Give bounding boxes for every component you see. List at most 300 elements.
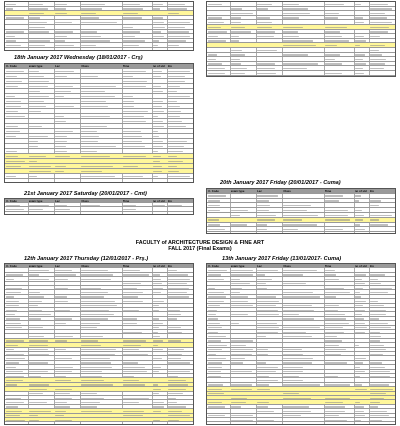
table-cell-text — [153, 151, 158, 152]
table-cell-text — [231, 406, 241, 407]
table-cell-text — [325, 31, 341, 32]
table-cell-text — [55, 301, 68, 302]
table-cell-text — [168, 91, 177, 92]
table-cell-text — [123, 380, 139, 381]
table-cell-text — [168, 176, 190, 177]
table-cell-text — [257, 389, 270, 390]
table-cell-text — [123, 86, 146, 87]
table-cell-text — [81, 106, 108, 107]
table-cell-text — [231, 358, 245, 359]
table-header-cell: Inv — [167, 264, 172, 268]
table-cell-text — [81, 136, 99, 137]
table-cell-text — [283, 4, 298, 5]
table-cell-text — [370, 402, 380, 403]
table-cell-text — [55, 398, 72, 399]
table-cell-text — [81, 13, 95, 14]
table-cell-text — [208, 229, 225, 230]
table-cell-text — [153, 141, 163, 142]
table-header-cell: exam type — [230, 264, 245, 268]
table-cell-text — [123, 121, 146, 122]
table-cell-text — [123, 274, 149, 275]
table-cell-text — [208, 323, 219, 324]
table-row — [207, 227, 395, 232]
table-cell-text — [168, 156, 177, 157]
table-cell-text — [257, 332, 278, 333]
table-cell-text — [81, 176, 114, 177]
table-cell-text — [257, 279, 272, 280]
table-cell-text — [6, 40, 16, 41]
table-cell-text — [81, 86, 115, 87]
table-cell-text — [208, 270, 227, 271]
table-cell-text — [257, 301, 279, 302]
table-cell-text — [325, 4, 344, 5]
table-cell-text — [208, 224, 220, 225]
table-cell-text — [153, 301, 164, 302]
table-cell-text — [208, 292, 224, 293]
table-cell-text — [6, 274, 23, 275]
table-cell-text — [81, 327, 97, 328]
table-cell-text — [208, 63, 221, 64]
table-cell-text — [355, 411, 364, 412]
table-cell-text — [325, 279, 339, 280]
table-cell-text — [6, 384, 17, 385]
table-cell-text — [153, 411, 161, 412]
table-cell-text — [325, 332, 344, 333]
table-cell-text — [123, 209, 137, 210]
table-cell-text — [370, 318, 379, 319]
table-cell-text — [29, 106, 47, 107]
table-cell-text — [257, 411, 274, 412]
table-cell-text — [257, 274, 265, 275]
table-cell-text — [325, 17, 339, 18]
table-cell-text — [325, 398, 350, 399]
faculty-line-2: FALL 2017 (Final Exams) — [168, 246, 232, 253]
table-cell-text — [55, 131, 73, 132]
table-cell-text — [29, 305, 38, 306]
table-cell-text — [153, 420, 160, 421]
table-cell-text — [123, 27, 133, 28]
table-cell-text — [283, 274, 303, 275]
heading-sat-21: 21st January 2017 Saturday (20/01/2017 - Cmt) — [24, 191, 147, 197]
table-cell-text — [29, 209, 44, 210]
table-cell-text — [168, 358, 181, 359]
table-cell-text — [55, 340, 67, 341]
table-cell-text — [29, 420, 40, 421]
table-cell-text — [370, 310, 386, 311]
table-cell-text — [257, 349, 268, 350]
table-cell-text — [283, 296, 320, 297]
table-cell-text — [231, 305, 253, 306]
table-cell-text — [6, 131, 19, 132]
table-cell-text — [168, 380, 186, 381]
table-cell-text — [355, 358, 366, 359]
table-cell-text — [231, 340, 253, 341]
table-cell-text — [257, 50, 277, 51]
table-cell-text — [325, 219, 351, 220]
table-cell-text — [81, 45, 96, 46]
sat-21-table — [4, 198, 194, 215]
table-cell-text — [55, 296, 67, 297]
table-cell-text — [355, 301, 366, 302]
table-cell-text — [370, 8, 392, 9]
table-cell-text — [29, 31, 49, 32]
table-cell-text — [283, 349, 301, 350]
thu-12-table — [4, 263, 194, 425]
table-header-cell: Class — [81, 264, 89, 268]
table-cell-text — [208, 73, 225, 74]
table-cell-text — [325, 63, 342, 64]
table-cell-text — [153, 283, 162, 284]
table-cell-text — [257, 210, 269, 211]
table-cell-text — [283, 63, 318, 64]
table-cell-text — [355, 36, 364, 37]
table-cell-text — [325, 305, 339, 306]
table-cell-text — [6, 415, 20, 416]
table-cell-text — [6, 288, 21, 289]
table-cell-text — [355, 305, 363, 306]
table-cell-text — [231, 420, 253, 421]
table-cell-text — [257, 376, 269, 377]
table-header-cell: Time — [324, 264, 332, 268]
table-cell-text — [29, 411, 51, 412]
table-cell-text — [325, 354, 342, 355]
table-cell-text — [81, 340, 97, 341]
table-row — [207, 71, 395, 76]
table-cell-text — [283, 362, 311, 363]
table-cell-text — [6, 116, 25, 117]
table-cell-text — [208, 296, 226, 297]
table-cell-text — [81, 393, 97, 394]
table-cell-text — [325, 73, 342, 74]
table-cell-text — [153, 327, 159, 328]
table-cell-text — [231, 362, 243, 363]
table-cell-text — [257, 305, 276, 306]
table-header-cell: Time — [122, 65, 130, 68]
table-cell-text — [123, 398, 149, 399]
table-cell-text — [55, 380, 71, 381]
table-cell-text — [6, 318, 20, 319]
table-cell-text — [355, 310, 365, 311]
table-cell-text — [29, 136, 48, 137]
table-cell-text — [325, 288, 344, 289]
table-cell-text — [370, 376, 391, 377]
table-cell-text — [81, 323, 100, 324]
table-cell-text — [29, 71, 39, 72]
table-cell-text — [283, 354, 303, 355]
table-cell-text — [325, 310, 338, 311]
table-cell-text — [355, 73, 364, 74]
table-cell-text — [55, 402, 67, 403]
table-cell-text — [208, 367, 222, 368]
table-cell-text — [370, 411, 387, 412]
table-cell-text — [231, 349, 253, 350]
table-cell-text — [370, 371, 390, 372]
table-cell-text — [325, 210, 348, 211]
table-cell-text — [6, 136, 15, 137]
table-cell-text — [55, 106, 74, 107]
table-cell-text — [153, 345, 159, 346]
table-cell-text — [153, 40, 159, 41]
table-cell-text — [370, 415, 389, 416]
table-cell-text — [168, 22, 190, 23]
table-cell-text — [81, 358, 109, 359]
table-cell-text — [55, 279, 68, 280]
table-cell-text — [168, 327, 181, 328]
table-cell-text — [55, 389, 72, 390]
table-cell-text — [355, 68, 364, 69]
table-cell-text — [123, 296, 138, 297]
table-cell-text — [6, 166, 20, 167]
table-cell-text — [231, 73, 246, 74]
table-cell-text — [283, 367, 302, 368]
table-cell-text — [257, 68, 274, 69]
table-cell-text — [123, 116, 145, 117]
table-cell-text — [81, 270, 107, 271]
table-cell-text — [208, 362, 222, 363]
table-cell-text — [283, 371, 302, 372]
table-cell-text — [231, 274, 253, 275]
table-cell-text — [153, 332, 158, 333]
table-header-cell: Class — [283, 189, 291, 193]
table-cell-text — [55, 270, 72, 271]
table-cell-text — [55, 136, 67, 137]
table-header-cell: exam type — [28, 264, 43, 268]
table-cell-text — [55, 323, 65, 324]
table-cell-text — [231, 323, 240, 324]
heading-fri-13: 13th January 2017 Friday (13/01/2017- Cuma) — [222, 256, 342, 262]
table-cell-text — [153, 367, 161, 368]
table-cell-text — [355, 384, 362, 385]
table-cell-text — [370, 274, 385, 275]
table-cell-text — [208, 393, 224, 394]
table-cell-text — [208, 340, 221, 341]
table-cell-text — [325, 420, 347, 421]
table-cell-text — [168, 111, 182, 112]
table-cell-text — [168, 384, 188, 385]
table-cell-text — [231, 17, 242, 18]
table-cell-text — [6, 205, 20, 206]
table-cell-text — [55, 76, 67, 77]
table-cell-text — [355, 345, 360, 346]
table-cell-text — [123, 136, 143, 137]
table-cell-text — [208, 406, 225, 407]
table-cell-text — [355, 420, 361, 421]
table-cell-text — [81, 318, 107, 319]
table-cell-text — [325, 327, 343, 328]
table-cell-text — [55, 31, 73, 32]
table-cell-text — [6, 31, 24, 32]
table-cell-text — [29, 292, 40, 293]
table-cell-text — [29, 205, 49, 206]
table-cell-text — [81, 8, 102, 9]
table-cell-text — [283, 215, 318, 216]
table-cell-text — [231, 270, 253, 271]
table-cell-text — [123, 17, 142, 18]
table-cell-text — [123, 111, 148, 112]
table-cell-text — [283, 292, 313, 293]
table-cell-text — [153, 76, 161, 77]
table-cell-text — [55, 406, 70, 407]
table-cell-text — [208, 389, 222, 390]
table-cell-text — [123, 176, 143, 177]
table-cell-text — [370, 406, 379, 407]
table-cell-text — [370, 398, 384, 399]
table-cell-text — [81, 166, 113, 167]
table-cell-text — [6, 380, 22, 381]
table-cell-text — [257, 406, 268, 407]
table-cell-text — [29, 301, 43, 302]
table-cell-text — [257, 27, 272, 28]
table-cell-text — [257, 200, 269, 201]
table-cell-text — [29, 314, 51, 315]
table-cell-text — [55, 274, 76, 275]
table-cell-text — [123, 4, 141, 5]
table-cell-text — [153, 358, 162, 359]
table-header-cell: Lec — [257, 264, 262, 268]
table-cell-text — [257, 314, 279, 315]
table-cell-text — [325, 36, 342, 37]
table-cell-text — [153, 288, 163, 289]
table-cell-text — [168, 27, 186, 28]
table-cell-text — [208, 22, 224, 23]
table-cell-text — [168, 354, 182, 355]
table-cell-text — [6, 340, 24, 341]
table-cell-text — [168, 205, 182, 206]
table-cell-text — [168, 332, 182, 333]
table-cell-text — [123, 156, 146, 157]
table-cell-text — [6, 354, 24, 355]
table-cell-text — [231, 389, 252, 390]
table-cell-text — [168, 4, 185, 5]
table-cell-text — [168, 40, 186, 41]
table-cell-text — [257, 288, 266, 289]
table-cell-text — [168, 86, 180, 87]
table-cell-text — [257, 323, 277, 324]
table-cell-text — [29, 161, 37, 162]
table-cell-text — [370, 224, 388, 225]
table-cell-text — [168, 146, 184, 147]
table-cell-text — [208, 376, 220, 377]
table-cell-text — [29, 111, 41, 112]
table-cell-text — [81, 292, 108, 293]
table-cell-text — [168, 274, 188, 275]
table-cell-text — [370, 288, 392, 289]
table-cell-text — [153, 205, 165, 206]
table-cell-text — [283, 336, 312, 337]
table-cell-text — [29, 156, 47, 157]
table-cell-text — [55, 4, 67, 5]
table-cell-text — [6, 156, 18, 157]
table-cell-text — [55, 415, 64, 416]
table-cell-text — [123, 36, 136, 37]
table-cell-text — [168, 270, 177, 271]
table-cell-text — [355, 229, 365, 230]
table-cell-text — [208, 4, 222, 5]
table-cell-text — [81, 22, 117, 23]
table-cell-text — [29, 376, 41, 377]
table-cell-text — [123, 81, 147, 82]
table-cell-text — [370, 279, 378, 280]
table-cell-text — [153, 279, 161, 280]
table-cell-text — [355, 371, 365, 372]
table-cell-text — [123, 166, 139, 167]
table-cell-text — [283, 384, 319, 385]
table-cell-text — [168, 171, 179, 172]
table-cell-text — [153, 116, 159, 117]
table-cell-text — [81, 367, 112, 368]
table-header-cell: exam type — [230, 189, 245, 193]
table-cell-text — [153, 393, 159, 394]
table-cell-text — [231, 288, 242, 289]
table-cell-text — [81, 205, 100, 206]
table-cell-text — [208, 305, 219, 306]
table-cell-text — [81, 402, 100, 403]
table-cell-text — [55, 205, 67, 206]
table-cell-text — [81, 398, 103, 399]
table-cell-text — [29, 146, 38, 147]
table-cell-text — [257, 354, 268, 355]
table-cell-text — [29, 349, 48, 350]
table-cell-text — [355, 406, 364, 407]
table-cell-text — [325, 415, 339, 416]
table-cell-text — [231, 40, 240, 41]
table-cell-text — [208, 332, 218, 333]
table-cell-text — [6, 81, 22, 82]
table-cell-text — [55, 310, 70, 311]
table-cell-text — [283, 210, 307, 211]
table-cell-text — [208, 358, 225, 359]
table-header-cell: exam type — [28, 65, 43, 68]
table-cell-text — [123, 101, 134, 102]
table-cell-text — [6, 362, 19, 363]
table-header-cell: Lec — [55, 264, 60, 268]
table-cell-text — [355, 415, 365, 416]
table-cell-text — [6, 45, 21, 46]
table-cell-text — [325, 376, 338, 377]
table-cell-text — [29, 384, 50, 385]
table-cell-text — [29, 91, 41, 92]
table-cell-text — [283, 358, 313, 359]
table-cell-text — [6, 209, 24, 210]
table-cell-text — [55, 151, 67, 152]
table-cell-text — [153, 121, 163, 122]
table-cell-text — [55, 376, 66, 377]
table-cell-text — [55, 146, 66, 147]
table-cell-text — [370, 27, 389, 28]
table-cell-text — [29, 362, 48, 363]
table-cell-text — [231, 384, 252, 385]
table-cell-text — [6, 4, 16, 5]
table-cell-text — [208, 354, 215, 355]
table-cell-text — [283, 398, 311, 399]
table-cell-text — [257, 336, 266, 337]
table-cell-text — [81, 411, 112, 412]
table-cell-text — [123, 345, 141, 346]
table-cell-text — [370, 323, 388, 324]
table-cell-text — [355, 362, 364, 363]
table-cell-text — [81, 91, 104, 92]
table-cell-text — [123, 131, 141, 132]
table-header-cell: Lec — [55, 199, 60, 203]
table-cell-text — [153, 176, 158, 177]
table-cell-text — [6, 151, 17, 152]
table-cell-text — [355, 327, 367, 328]
table-cell-text — [153, 91, 163, 92]
table-cell-text — [81, 116, 109, 117]
table-cell-text — [81, 151, 96, 152]
table-cell-text — [231, 345, 246, 346]
table-cell-text — [153, 310, 159, 311]
